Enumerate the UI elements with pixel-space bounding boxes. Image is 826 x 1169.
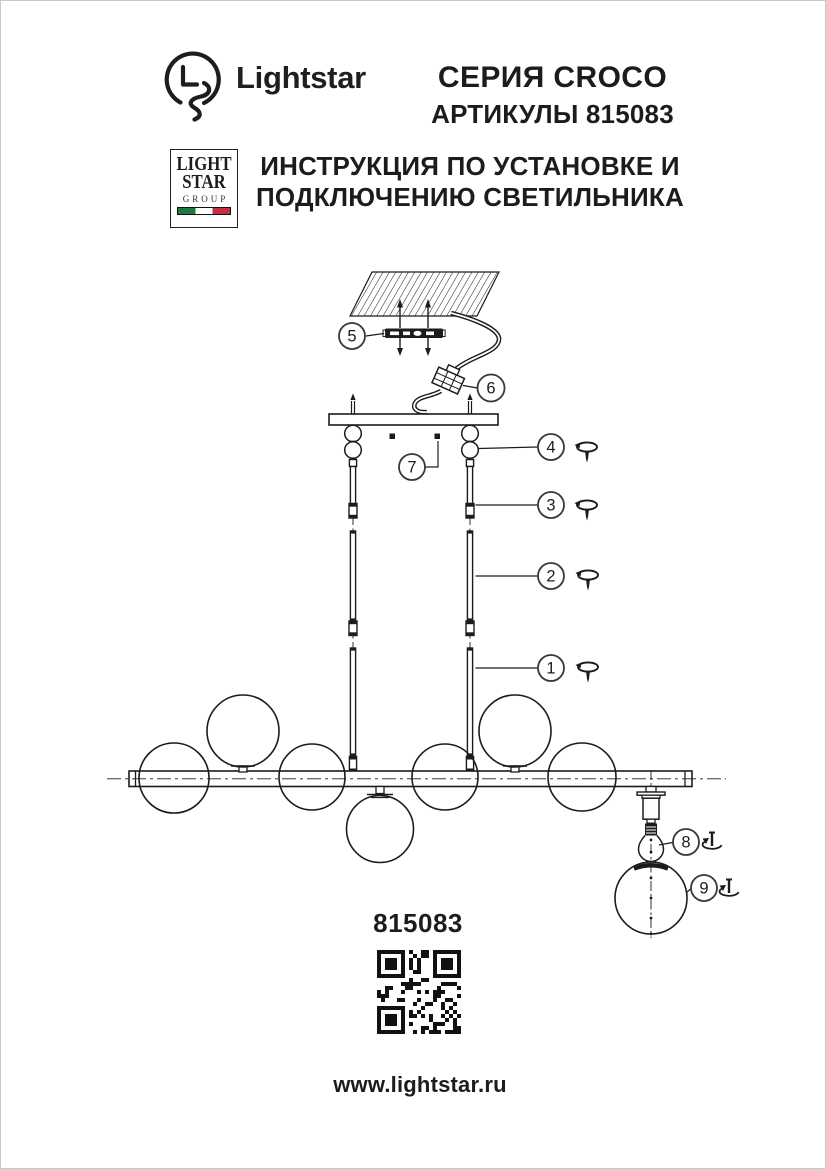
badge-word-group: GROUP bbox=[182, 193, 229, 204]
screw-icon bbox=[575, 442, 598, 462]
article-number: 815083 bbox=[373, 908, 463, 938]
svg-text:5: 5 bbox=[347, 327, 357, 346]
rotate-icon bbox=[720, 880, 739, 896]
series-title: СЕРИЯ CROCO bbox=[437, 61, 668, 94]
lamp-socket-assembly bbox=[615, 770, 687, 938]
screw-icon bbox=[575, 500, 598, 520]
callout-2 bbox=[538, 563, 564, 589]
qr-code bbox=[377, 950, 461, 1034]
suspension-rod-right bbox=[462, 425, 479, 772]
callout-8 bbox=[673, 829, 699, 855]
screw-icon bbox=[576, 570, 599, 590]
instruction-line-2: ПОДКЛЮЧЕНИЮ СВЕТИЛЬНИКА bbox=[256, 181, 684, 212]
glass-sphere bbox=[207, 695, 279, 767]
callout-3 bbox=[538, 492, 564, 518]
callout-6 bbox=[478, 375, 505, 402]
rotate-icon bbox=[703, 833, 722, 849]
screw-icon bbox=[576, 662, 599, 682]
svg-text:1: 1 bbox=[546, 659, 556, 678]
svg-text:3: 3 bbox=[546, 496, 556, 515]
svg-text:9: 9 bbox=[699, 879, 709, 898]
callout-9 bbox=[691, 875, 717, 901]
callout-7 bbox=[399, 454, 425, 480]
badge-word-light: LIGHT bbox=[176, 153, 232, 175]
instruction-line-1: ИНСТРУКЦИЯ ПО УСТАНОВКЕ И bbox=[260, 151, 680, 181]
callout-1 bbox=[538, 655, 564, 681]
website-url: www.lightstar.ru bbox=[333, 1072, 507, 1097]
svg-text:7: 7 bbox=[407, 458, 417, 477]
bulb-thread-base bbox=[645, 824, 657, 836]
badge-word-star: STAR bbox=[182, 171, 226, 194]
fixture-bar bbox=[107, 771, 726, 787]
callout-5 bbox=[339, 323, 365, 349]
brand-wordmark: Lightstar bbox=[236, 60, 366, 95]
articles-title: АРТИКУЛЫ 815083 bbox=[431, 98, 674, 129]
mounting-bracket bbox=[383, 329, 445, 339]
ceiling-surface bbox=[350, 272, 499, 316]
svg-text:4: 4 bbox=[546, 438, 556, 457]
callout-4 bbox=[538, 434, 564, 460]
svg-text:6: 6 bbox=[486, 379, 496, 398]
svg-text:8: 8 bbox=[681, 833, 691, 852]
suspension-rod-left bbox=[345, 425, 362, 772]
glass-sphere bbox=[479, 695, 551, 767]
glass-sphere bbox=[347, 796, 414, 863]
svg-text:2: 2 bbox=[546, 567, 556, 586]
